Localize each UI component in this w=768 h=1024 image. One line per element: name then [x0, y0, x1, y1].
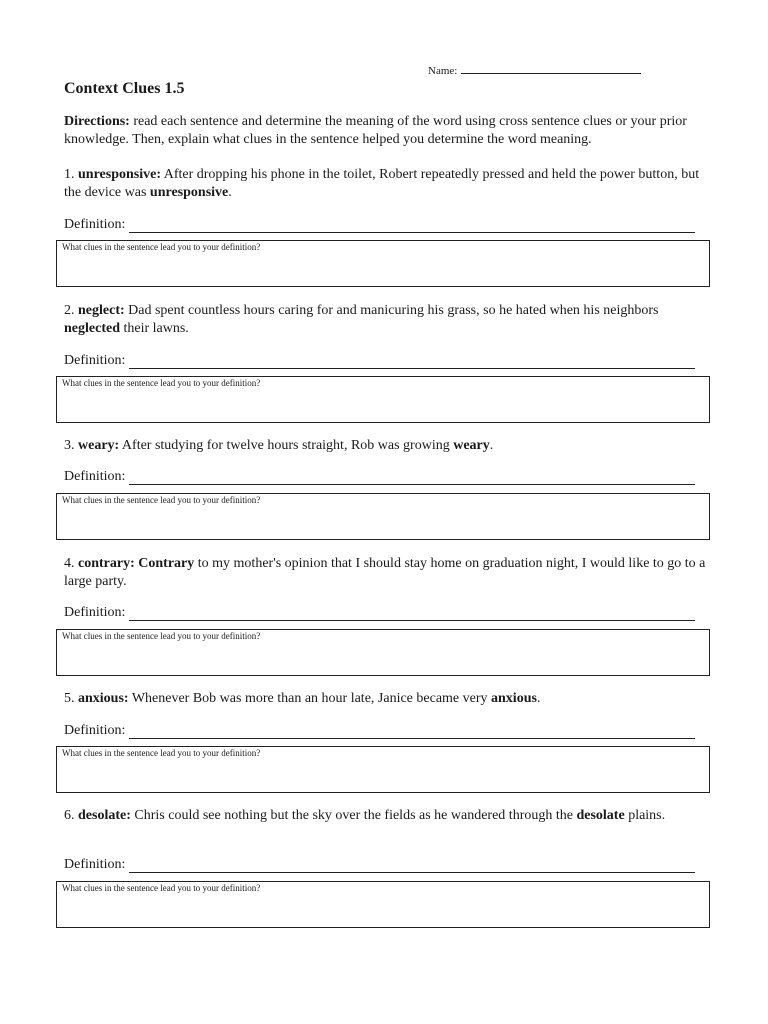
sentence-part: . [536, 691, 541, 706]
definition-row [64, 723, 695, 739]
vocab-word-in-sentence: neglected [64, 321, 120, 336]
directions [64, 113, 714, 149]
name-field [428, 64, 641, 77]
question-text [64, 302, 714, 338]
definition-row [64, 605, 695, 621]
vocab-word: anxious: [78, 691, 129, 706]
definition-blank-line[interactable] [129, 472, 695, 485]
clues-box[interactable] [56, 746, 710, 793]
vocab-word: neglect: [78, 303, 125, 318]
clues-box[interactable] [56, 240, 710, 287]
question-6 [62, 807, 714, 893]
sentence-part: After dropping his phone in the toilet, Robert repeatedly pressed and held the power button, but the device was [64, 167, 700, 200]
sentence-part: to my mother's opinion that I should stay home on graduation night, I would like to go to a large party. [64, 556, 706, 589]
clues-box[interactable] [56, 493, 710, 540]
definition-blank-line[interactable] [129, 220, 695, 233]
clues-prompt: What clues in the sentence lead you to your definition? [62, 631, 261, 641]
definition-label: Definition: [64, 605, 126, 620]
sentence-part: . [228, 185, 232, 200]
sentence-part: Whenever Bob was more than an hour late, Janice became very [128, 691, 492, 706]
definition-blank-line[interactable] [129, 356, 695, 369]
question-4 [62, 555, 714, 641]
question-1 [62, 166, 714, 252]
question-number: 6. [64, 808, 75, 823]
question-2 [62, 302, 714, 388]
sentence-part: their lawns. [119, 321, 189, 336]
question-text [64, 437, 714, 455]
clues-box[interactable] [56, 881, 710, 928]
definition-blank-line[interactable] [129, 860, 695, 873]
definition-row [64, 857, 695, 873]
clues-prompt: What clues in the sentence lead you to your definition? [62, 748, 261, 758]
vocab-word-in-sentence: anxious [491, 691, 537, 706]
question-number: 4. [64, 556, 75, 571]
clues-prompt: What clues in the sentence lead you to your definition? [62, 883, 261, 893]
definition-row [64, 217, 695, 233]
question-text [64, 690, 714, 708]
definition-label: Definition: [64, 217, 126, 232]
definition-label: Definition: [64, 469, 126, 484]
clues-box[interactable] [56, 629, 710, 676]
page-title: Context Clues 1.5 [64, 80, 185, 97]
sentence-part: Chris could see nothing but the sky over the fields as he wandered through the [130, 808, 577, 823]
definition-label: Definition: [64, 723, 126, 738]
clues-prompt: What clues in the sentence lead you to your definition? [62, 242, 261, 252]
vocab-word: desolate: [78, 808, 131, 823]
directions-text: read each sentence and determine the meaning of the word using cross sentence clues or your prior knowledge. Then, explain what clues in the sentence helped you determine the word meaning. [64, 114, 687, 147]
name-blank-line[interactable] [461, 64, 641, 74]
clues-box[interactable] [56, 376, 710, 423]
definition-row [64, 469, 695, 485]
question-number: 3. [64, 438, 75, 453]
clues-prompt: What clues in the sentence lead you to your definition? [62, 378, 261, 388]
name-label: Name: [428, 65, 458, 77]
question-number: 2. [64, 303, 75, 318]
definition-label: Definition: [64, 857, 126, 872]
vocab-word: unresponsive: [78, 167, 161, 182]
question-text [64, 807, 714, 825]
vocab-word: weary: [78, 438, 120, 453]
sentence-part: plains. [624, 808, 666, 823]
vocab-word-in-sentence: desolate [576, 808, 625, 823]
definition-row [64, 353, 695, 369]
sentence-part: After studying for twelve hours straight, Rob was growing [119, 438, 454, 453]
definition-blank-line[interactable] [129, 726, 695, 739]
definition-label: Definition: [64, 353, 126, 368]
vocab-word-in-sentence: unresponsive [149, 185, 229, 200]
definition-blank-line[interactable] [129, 608, 695, 621]
question-number: 1. [64, 167, 75, 182]
clues-prompt: What clues in the sentence lead you to your definition? [62, 495, 261, 505]
vocab-word-in-sentence: weary [453, 438, 490, 453]
sentence-part: Dad spent countless hours caring for and manicuring his grass, so he hated when his neighbors [124, 303, 659, 318]
vocab-word: contrary: [78, 556, 135, 571]
question-number: 5. [64, 691, 75, 706]
question-3 [62, 437, 714, 505]
question-text [64, 555, 714, 591]
question-text [64, 166, 714, 202]
sentence-part: . [489, 438, 494, 453]
directions-label: Directions: [64, 114, 130, 129]
vocab-word-in-sentence: Contrary [138, 556, 195, 571]
question-5 [62, 690, 714, 758]
